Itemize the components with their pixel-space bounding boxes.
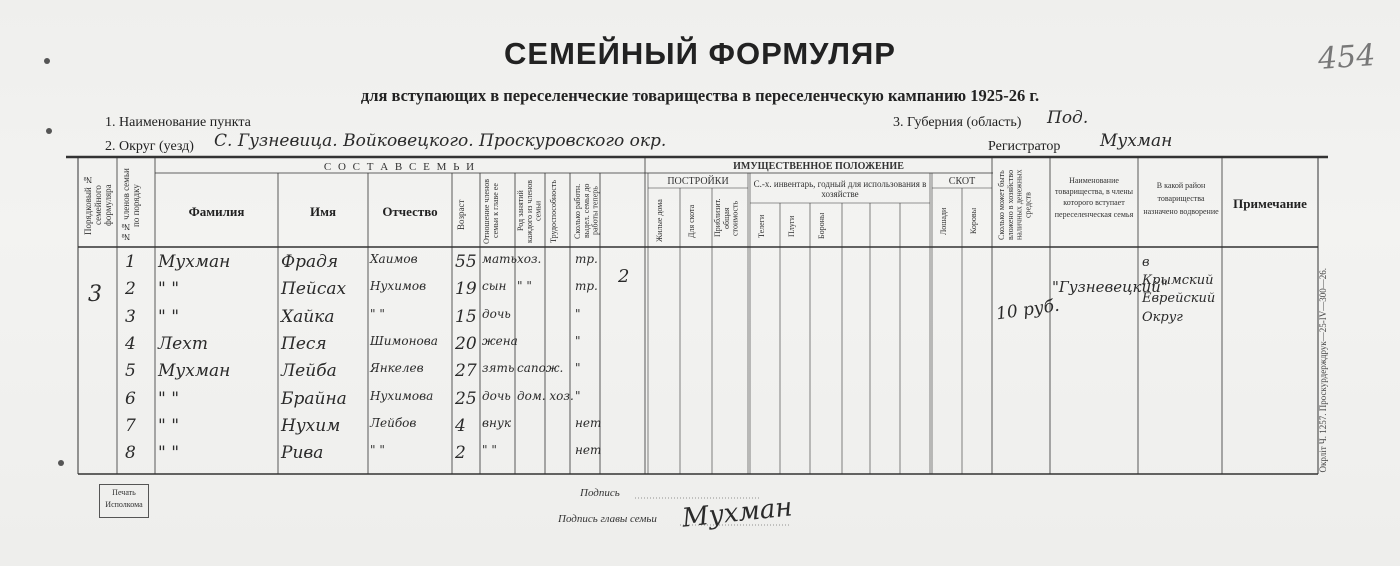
- point-label: 1. Наименование пункта: [105, 115, 251, 130]
- col-house-header: Жилые дома: [655, 199, 664, 242]
- sub-livestock-header: СКОТ: [948, 176, 976, 187]
- member-name-cell: Песя: [281, 333, 327, 354]
- member-no-cell: 7: [125, 415, 136, 436]
- printer-imprint: Окрлiт Ч. 1257. Проскурдерждрук—25-IV—300—26.: [1318, 268, 1328, 473]
- col-notes-header: Примечание: [1233, 196, 1307, 211]
- entry-cash: 10 руб.: [994, 295, 1061, 325]
- group-family-header: С О С Т А В С Е М Ь И: [323, 161, 477, 173]
- member-age-cell: 15: [455, 306, 477, 327]
- member-age-cell: 19: [455, 279, 477, 300]
- head-signature: Мухман: [680, 492, 794, 534]
- member-no-cell: 3: [125, 306, 136, 327]
- sub-inventory-header: С.-х. инвентарь, годный для использования в хозяйстве: [753, 179, 927, 199]
- member-age-cell: 55: [455, 252, 477, 272]
- col-seq-header: Порядковый № семейного формуляра: [83, 175, 113, 236]
- member-name-cell: Нухим: [281, 415, 341, 436]
- member-patronymic-cell: Хаимов: [370, 252, 418, 266]
- member-surname-cell: " ": [158, 306, 180, 327]
- head-signature-label: Подпись главы семьи: [558, 513, 657, 525]
- member-occupation-cell: сапож.: [517, 361, 564, 376]
- entry-seq-number: 3: [88, 282, 102, 307]
- member-relation-cell: сын: [482, 279, 507, 294]
- district-value: С. Гузневица. Войковецкого. Проскуровского окр.: [214, 131, 667, 151]
- col-cash-header: Сколько может быть вложено в хозяйство наличных денежных средств: [997, 169, 1033, 241]
- member-surname-cell: " ": [158, 279, 180, 300]
- member-surname-cell: " ": [158, 443, 180, 464]
- member-no-cell: 1: [125, 252, 136, 272]
- district-label: 2. Округ (уезд): [105, 139, 194, 154]
- member-relation-cell: внук: [482, 415, 512, 430]
- col-region-header: В какой район товарищества назначено водворение: [1143, 181, 1219, 216]
- member-ability-cell: тр.: [575, 252, 598, 266]
- signature-label: Подпись: [580, 487, 620, 499]
- col-carts-header: Телеги: [757, 214, 766, 238]
- member-surname-cell: " ": [158, 388, 180, 409]
- member-patronymic-cell: " ": [370, 443, 385, 458]
- member-ability-cell: ": [575, 361, 581, 376]
- member-relation-cell: " ": [482, 443, 497, 458]
- entry-region: в Крымский Еврейский Округ: [1142, 255, 1216, 325]
- col-horses-header: Лошади: [939, 207, 948, 235]
- member-age-cell: 2: [455, 443, 466, 464]
- member-age-cell: 25: [455, 388, 477, 409]
- seal-stamp-box: Печать Исполкома: [99, 484, 149, 518]
- member-age-cell: 27: [455, 361, 477, 382]
- col-patronymic-header: Отчество: [382, 204, 438, 219]
- col-age-header: Возраст: [456, 199, 466, 231]
- col-ability-header: Трудоспособность: [549, 179, 558, 243]
- member-ability-cell: нет: [575, 443, 602, 458]
- sub-buildings-header: ПОСТРОЙКИ: [667, 176, 729, 187]
- member-name-cell: Брайна: [281, 388, 347, 409]
- member-ability-cell: ": [575, 306, 581, 321]
- member-patronymic-cell: Шимонова: [370, 333, 438, 348]
- member-name-cell: Лейба: [281, 361, 337, 382]
- member-age-cell: 20: [455, 333, 477, 354]
- member-no-cell: 2: [125, 279, 136, 300]
- province-value: Под.: [1047, 108, 1089, 128]
- member-patronymic-cell: " ": [370, 306, 385, 321]
- province-label: 3. Губерния (область): [893, 115, 1022, 130]
- archive-page-number: 454: [1316, 38, 1377, 77]
- member-age-cell: 4: [455, 415, 466, 436]
- group-property-header: ИМУЩЕСТВЕННОЕ ПОЛОЖЕНИЕ: [733, 161, 904, 172]
- registrar-value: Мухман: [1100, 131, 1173, 151]
- col-name-header: Имя: [310, 204, 336, 219]
- member-patronymic-cell: Лейбов: [370, 415, 417, 430]
- registrar-label: Регистратор: [988, 139, 1061, 154]
- col-cattle-sheds-header: Для скота: [687, 204, 696, 238]
- member-surname-cell: Мухман: [158, 361, 231, 382]
- member-name-cell: Рива: [281, 443, 324, 464]
- col-workers-header: Сколько работн. выдел. семья до работы теперь: [573, 183, 600, 239]
- member-relation-cell: жена: [482, 333, 518, 348]
- member-no-cell: 4: [125, 333, 136, 354]
- member-no-cell: 6: [125, 388, 136, 409]
- col-surname-header: Фамилия: [188, 204, 245, 219]
- entry-partnership: "Гузневецкий": [1052, 278, 1168, 296]
- member-occupation-cell: " ": [517, 279, 532, 294]
- col-partnership-header: Наименование товарищества, в члены которого вступает переселенческая семья: [1054, 176, 1134, 219]
- entry-workers: 2: [618, 266, 630, 287]
- col-relation-header: Отношение членов семьи к главе ее: [482, 178, 500, 244]
- member-relation-cell: мать: [482, 252, 518, 266]
- member-relation-cell: дочь: [482, 388, 511, 403]
- member-surname-cell: Мухман: [158, 252, 231, 272]
- col-harrows-header: Бороны: [817, 212, 826, 240]
- member-surname-cell: " ": [158, 415, 180, 436]
- document-title: СЕМЕЙНЫЙ ФОРМУЛЯР: [504, 36, 896, 71]
- member-occupation-cell: дом. хоз.: [517, 388, 574, 403]
- member-ability-cell: тр.: [575, 279, 598, 294]
- member-no-cell: 8: [125, 443, 136, 464]
- member-surname-cell: Лехт: [158, 333, 208, 354]
- member-relation-cell: дочь: [482, 306, 511, 321]
- col-approx-value-header: Приблизит. общая стоимость: [713, 198, 740, 238]
- member-ability-cell: ": [575, 333, 581, 348]
- member-relation-cell: зять: [482, 361, 515, 376]
- member-patronymic-cell: Нухимова: [370, 388, 434, 403]
- member-name-cell: Пейсах: [281, 279, 347, 300]
- col-occupation-header: Род занятий каждого из членов семьи: [516, 179, 543, 243]
- member-ability-cell: ": [575, 388, 581, 403]
- member-occupation-cell: хоз.: [517, 252, 542, 266]
- member-no-cell: 5: [125, 361, 136, 382]
- col-ploughs-header: Плуги: [787, 215, 796, 237]
- member-patronymic-cell: Янкелев: [370, 361, 424, 376]
- member-patronymic-cell: Нухимов: [370, 279, 427, 294]
- member-name-cell: Хайка: [281, 306, 335, 327]
- member-ability-cell: нет: [575, 415, 602, 430]
- col-member-no-header: №№ членов семьи по порядку: [121, 168, 141, 243]
- col-cows-header: Коровы: [969, 207, 978, 235]
- document-subtitle: для вступающих в переселенческие товарищества в переселенческую кампанию 1925-26 г.: [360, 86, 1040, 105]
- member-name-cell: Фрадя: [281, 252, 339, 272]
